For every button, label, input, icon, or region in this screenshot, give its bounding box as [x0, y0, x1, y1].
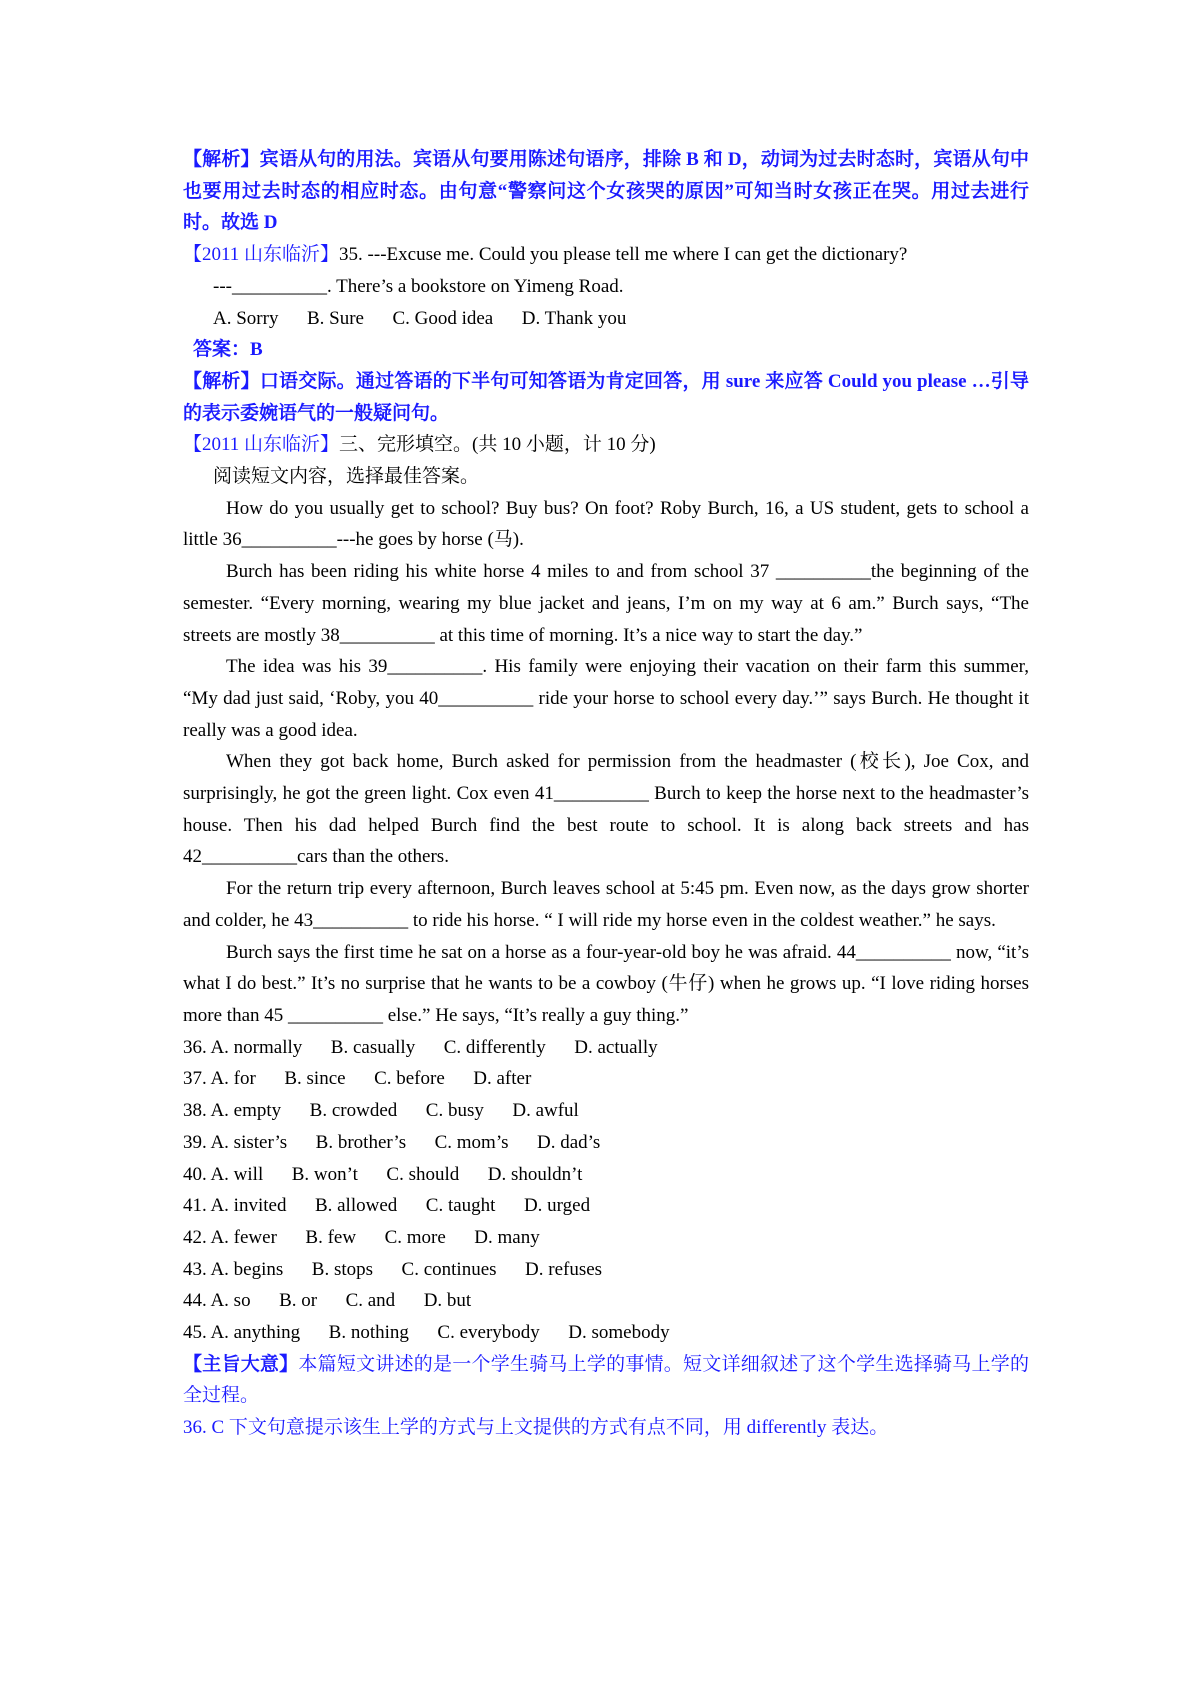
- option-c: C. more: [384, 1226, 446, 1248]
- option-a: A. normally: [210, 1036, 303, 1058]
- choice-number: 45.: [183, 1322, 207, 1344]
- option-a: A. invited: [210, 1195, 287, 1217]
- option-a: A. will: [210, 1163, 264, 1185]
- cloze-choices: [183, 1032, 1029, 1349]
- main-idea-tag: 【主旨大意】: [183, 1353, 299, 1375]
- option-c: C. before: [374, 1068, 445, 1090]
- cloze-paragraph: Burch has been riding his white horse 4 miles to and from school 37 __________the beginning of the semester. “Every morning, wearing my blue jacket and jeans, I’m on my way at 6 am.” Burch says, “The streets are mostly 38__________ at this time of morning. It’s a nice way to start the day.”: [183, 561, 1029, 646]
- question-35-analysis: [183, 366, 1029, 429]
- choice-number: 44.: [183, 1290, 207, 1312]
- analysis-tag: 【解析】: [183, 149, 260, 170]
- choice-row: [183, 1063, 1029, 1095]
- option-d: D. awful: [512, 1100, 579, 1122]
- question-35-answer: 答案：B: [193, 339, 263, 361]
- option-a: A. empty: [210, 1100, 282, 1122]
- analysis-text: 口语交际。通过答语的下半句可知答语为肯定回答，用 sure 来应答 Could you please …引导的表示委婉语气的一般疑问句。: [183, 370, 1029, 424]
- analysis-tag: 【解析】: [183, 370, 260, 392]
- option-a: A. fewer: [210, 1226, 277, 1248]
- main-idea: [183, 1349, 1029, 1412]
- source-tag: 【2011 山东临沂】: [183, 244, 340, 266]
- option-a: A. anything: [210, 1322, 301, 1344]
- choice-row: [183, 1095, 1029, 1127]
- choice-row: [183, 1254, 1029, 1286]
- option-a: A. so: [210, 1290, 251, 1312]
- option-c: C. busy: [425, 1100, 484, 1122]
- choice-row: [183, 1222, 1029, 1254]
- cloze-paragraph: For the return trip every afternoon, Burch leaves school at 5:45 pm. Even now, as the days grow shorter and colder, he 43__________ to ride his horse. “ I will ride my horse even in the coldest weather.” he says.: [183, 878, 1029, 931]
- choice-row: [183, 1317, 1029, 1349]
- option-c: C. mom’s: [434, 1131, 509, 1153]
- option-c: C. Good idea: [392, 307, 494, 329]
- question-35-stem: [183, 239, 1029, 271]
- option-d: D. somebody: [568, 1322, 670, 1344]
- source-tag: 【2011 山东临沂】: [183, 434, 340, 456]
- option-b: B. or: [279, 1290, 318, 1312]
- main-idea-text: 本篇短文讲述的是一个学生骑马上学的事情。短文详细叙述了这个学生选择骑马上学的全过程。: [183, 1353, 1029, 1407]
- option-c: C. should: [386, 1163, 460, 1185]
- option-d: D. many: [474, 1226, 540, 1248]
- cloze-heading: [183, 429, 1029, 461]
- choice-number: 37.: [183, 1068, 207, 1090]
- option-c: C. differently: [443, 1036, 546, 1058]
- choice-number: 42.: [183, 1226, 207, 1248]
- option-d: D. after: [473, 1068, 532, 1090]
- option-b: B. Sure: [306, 307, 364, 329]
- option-d: D. but: [423, 1290, 472, 1312]
- option-d: D. dad’s: [537, 1131, 601, 1153]
- cloze-paragraph: How do you usually get to school? Buy bus? On foot? Roby Burch, 16, a US student, gets to school a little 36__________---he goes by horse (马).: [183, 497, 1029, 551]
- document-page: [183, 144, 1029, 1444]
- choice-row: [183, 1032, 1029, 1064]
- choice-row: [183, 1159, 1029, 1191]
- option-b: B. won’t: [291, 1163, 358, 1185]
- option-c: C. taught: [425, 1195, 496, 1217]
- choice-number: 43.: [183, 1258, 207, 1280]
- cloze-instruction: 阅读短文内容，选择最佳答案。: [213, 466, 480, 488]
- choice-number: 41.: [183, 1195, 207, 1217]
- choice-number: 36.: [183, 1036, 207, 1058]
- cloze-paragraph: Burch says the first time he sat on a horse as a four-year-old boy he was afraid. 44__________ now, “it’s what I do best.” It’s no surprise that he wants to be a cowboy (牛仔) when he grows up. “I love riding horses more than 45 __________ else.” He says, “It’s really a guy thing.”: [183, 941, 1029, 1026]
- option-b: B. casually: [330, 1036, 416, 1058]
- intro-analysis: [183, 144, 1029, 239]
- option-a: A. for: [210, 1068, 256, 1090]
- choice-number: 40.: [183, 1163, 207, 1185]
- option-d: D. urged: [523, 1195, 591, 1217]
- choice-row: [183, 1127, 1029, 1159]
- cloze-paragraph: The idea was his 39__________. His family were enjoying their vacation on their farm this summer, “My dad just said, ‘Roby, you 40__________ ride your horse to school every day.’” says Burch. He thought it really was a good idea.: [183, 656, 1029, 741]
- option-b: B. stops: [311, 1258, 374, 1280]
- option-b: B. since: [284, 1068, 346, 1090]
- option-b: B. brother’s: [315, 1131, 407, 1153]
- section-title: 三、完形填空。(共 10 小题，计 10 分): [339, 434, 656, 456]
- option-b: B. nothing: [328, 1322, 409, 1344]
- option-d: D. Thank you: [521, 307, 627, 329]
- option-a: A. Sorry: [213, 307, 279, 329]
- cloze-paragraph: When they got back home, Burch asked for permission from the headmaster (校长), Joe Cox, and surprisingly, he got the green light. Cox even 41__________ Burch to keep the horse next to the headmaster’s house. Then his dad helped Burch find the best route to school. It is along back streets and has 42__________cars than the others.: [183, 751, 1029, 868]
- option-c: C. and: [345, 1290, 396, 1312]
- option-d: D. refuses: [525, 1258, 603, 1280]
- option-a: A. sister’s: [210, 1131, 288, 1153]
- question-text: 35. ---Excuse me. Could you please tell me where I can get the dictionary?: [339, 244, 908, 266]
- option-b: B. few: [305, 1226, 357, 1248]
- choice-number: 39.: [183, 1131, 207, 1153]
- option-d: D. actually: [574, 1036, 658, 1058]
- option-b: B. allowed: [314, 1195, 398, 1217]
- option-d: D. shouldn’t: [487, 1163, 583, 1185]
- option-c: C. everybody: [437, 1322, 540, 1344]
- answer-36-explanation: 36. C 下文句意提示该生上学的方式与上文提供的方式有点不同，用 differently 表达。: [183, 1417, 889, 1439]
- analysis-text: 宾语从句的用法。宾语从句要用陈述句语序，排除 B 和 D，动词为过去时态时，宾语从句中也要用过去时态的相应时态。由句意“警察问这个女孩哭的原因”可知当时女孩正在哭。用过去进行时。故选 D: [183, 149, 1029, 234]
- option-a: A. begins: [210, 1258, 284, 1280]
- question-35-options: [183, 303, 1029, 335]
- choice-row: [183, 1190, 1029, 1222]
- option-c: C. continues: [401, 1258, 497, 1280]
- question-35-reply: ---__________. There’s a bookstore on Yimeng Road.: [213, 275, 624, 297]
- choice-row: [183, 1285, 1029, 1317]
- choice-number: 38.: [183, 1100, 207, 1122]
- option-b: B. crowded: [309, 1100, 398, 1122]
